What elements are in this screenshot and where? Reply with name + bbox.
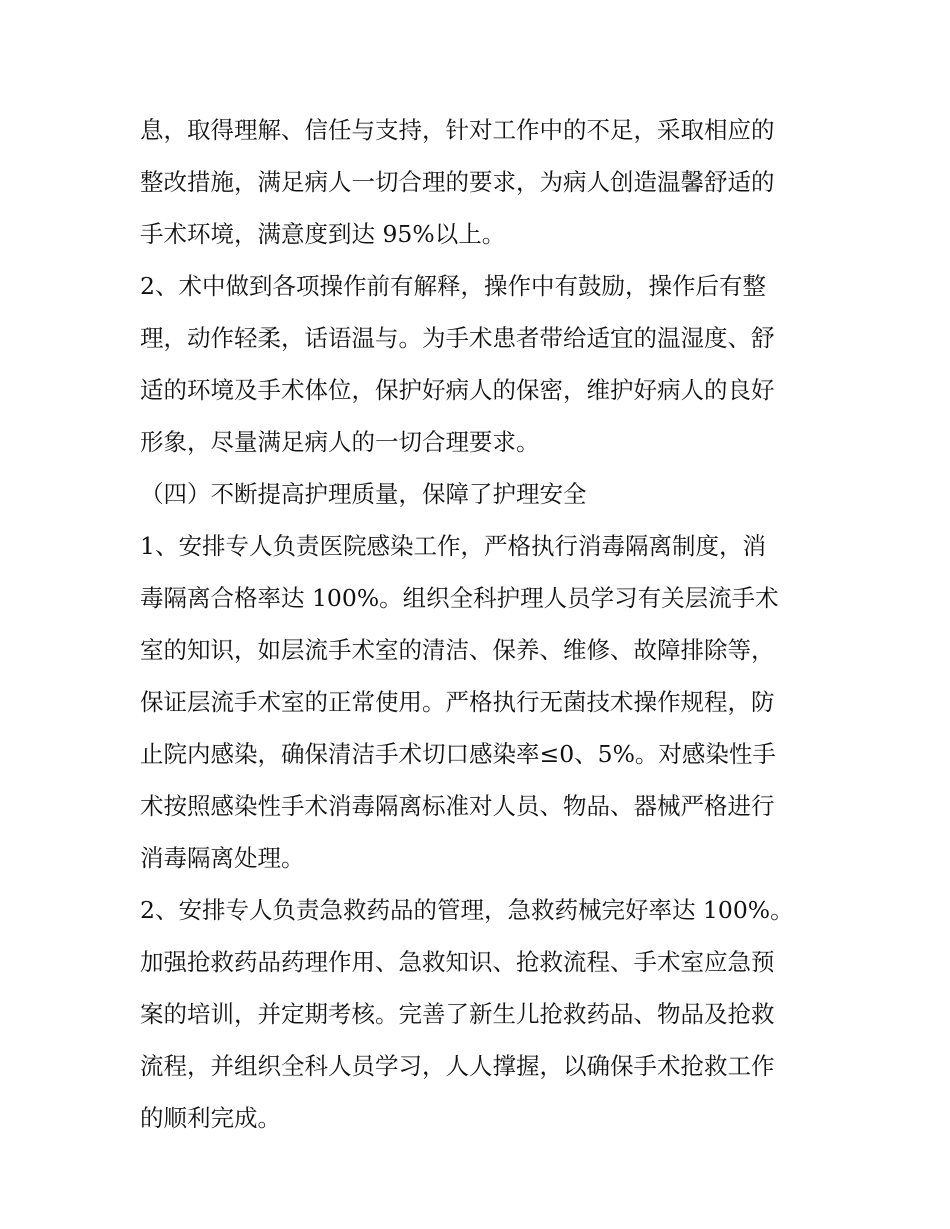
text-line: 室的知识，如层流手术室的清洁、保养、维修、故障排除等，	[140, 636, 775, 664]
text-line: 的顺利完成。	[140, 1104, 281, 1132]
document-body	[140, 104, 820, 1144]
text-line: 消毒隔离处理。	[140, 844, 305, 872]
text-line: 2、安排专人负责急救药品的管理，急救药械完好率达 100%。	[140, 896, 794, 924]
text-line: 理，动作轻柔，话语温与。为手术患者带给适宜的温湿度、舒	[140, 324, 775, 352]
text-line: 流程，并组织全科人员学习，人人撑握，以确保手术抢救工作	[140, 1052, 775, 1080]
text-line: 适的环境及手术体位，保护好病人的保密，维护好病人的良好	[140, 376, 775, 404]
text-line: 毒隔离合格率达 100%。组织全科护理人员学习有关层流手术	[140, 584, 779, 612]
text-line: 保证层流手术室的正常使用。严格执行无菌技术操作规程，防	[140, 688, 775, 716]
text-line: 术按照感染性手术消毒隔离标准对人员、物品、器械严格进行	[140, 792, 775, 820]
text-line: 案的培训，并定期考核。完善了新生儿抢救药品、物品及抢救	[140, 1000, 775, 1028]
text-line: 手术环境，满意度到达 95%以上。	[140, 220, 506, 248]
text-line: 形象，尽量满足病人的一切合理要求。	[140, 428, 540, 456]
text-line: 止院内感染，确保清洁手术切口感染率≤0、5%。对感染性手	[140, 740, 776, 768]
text-line: 整改措施，满足病人一切合理的要求，为病人创造温馨舒适的	[140, 168, 775, 196]
text-line: 息，取得理解、信任与支持，针对工作中的不足，采取相应的	[140, 116, 775, 144]
text-line: 2、术中做到各项操作前有解释，操作中有鼓励，操作后有整	[140, 272, 766, 300]
text-line: 加强抢救药品药理作用、急救知识、抢救流程、手术室应急预	[140, 948, 775, 976]
section-heading: （四）不断提高护理质量，保障了护理安全	[140, 480, 587, 508]
text-line: 1、安排专人负责医院感染工作，严格执行消毒隔离制度，消	[140, 532, 766, 560]
